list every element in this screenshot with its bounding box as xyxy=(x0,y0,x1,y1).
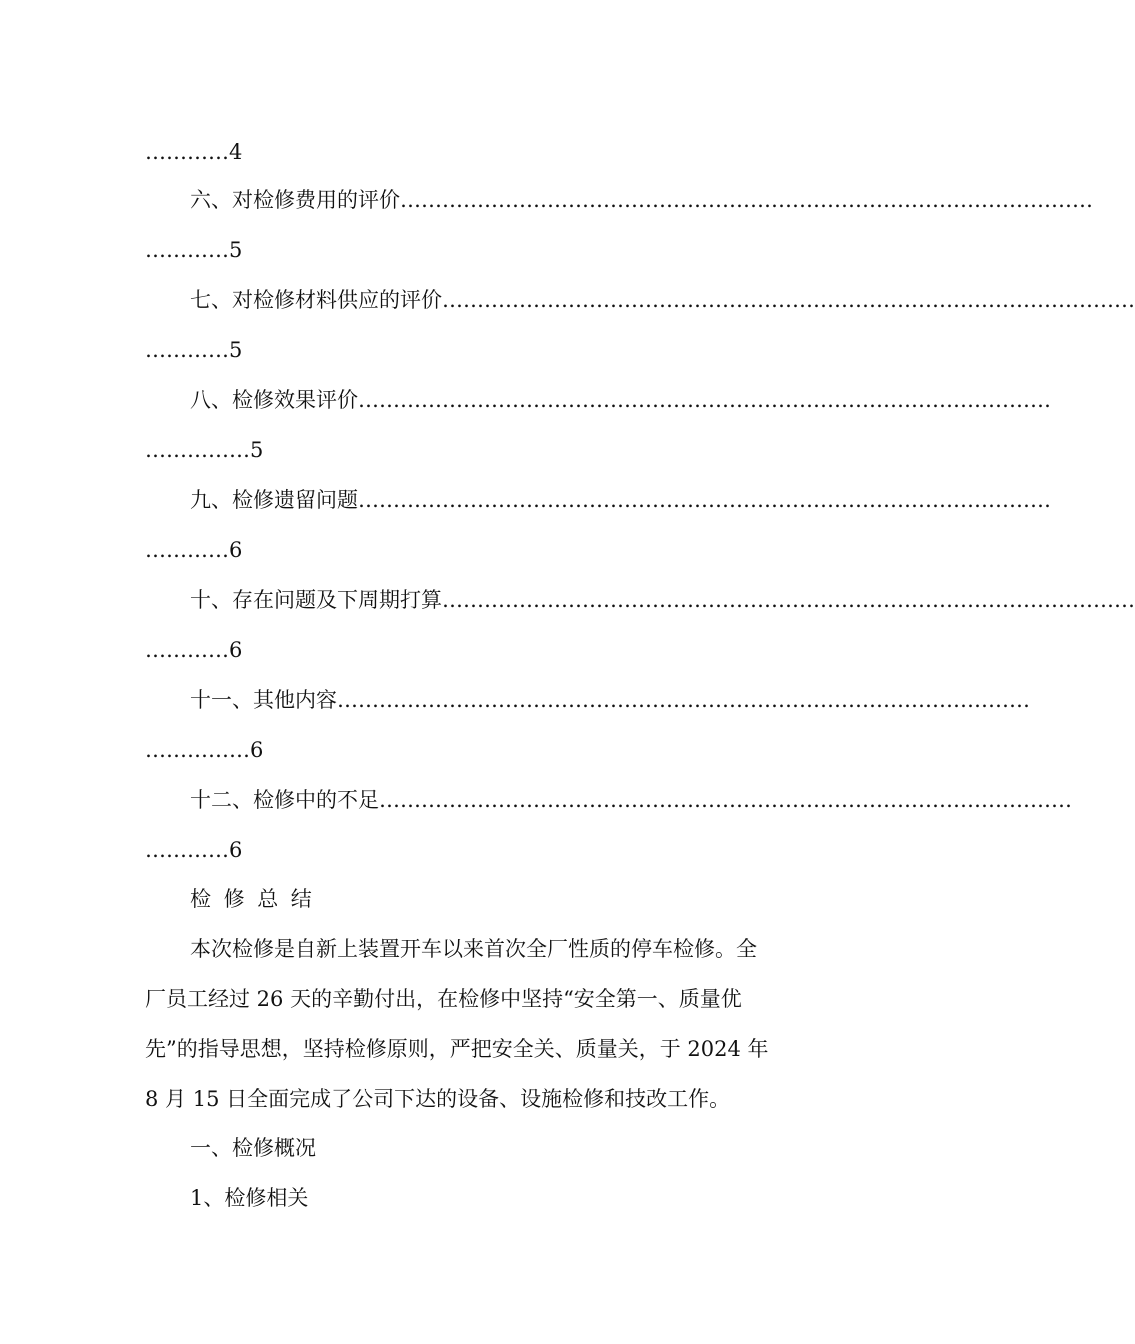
toc-page-number: 6 xyxy=(229,638,243,662)
toc-entry-12[interactable] xyxy=(190,785,1072,815)
toc-page-number: 5 xyxy=(250,438,264,462)
toc-entry-7[interactable] xyxy=(190,285,1135,315)
toc-continuation-line xyxy=(145,435,805,465)
toc-leader: ……………………………………………………………………………………… xyxy=(442,588,1135,612)
toc-leader: ………… xyxy=(145,140,229,164)
toc-entry-6[interactable] xyxy=(190,185,1093,215)
toc-entry-title: 十二、检修中的不足 xyxy=(190,788,379,812)
toc-page-number: 6 xyxy=(250,738,264,762)
toc-entry-title: 十一、其他内容 xyxy=(190,688,337,712)
toc-leader: …………… xyxy=(145,738,250,762)
toc-entry-11[interactable] xyxy=(190,685,1030,715)
toc-entry-title: 八、检修效果评价 xyxy=(190,388,358,412)
toc-entry-title: 七、对检修材料供应的评价 xyxy=(190,288,442,312)
summary-paragraph-line: 厂员工经过 26 天的辛勤付出，在检修中坚持“安全第一、质量优 xyxy=(145,987,742,1011)
section-title: 一、检修概况 xyxy=(190,1136,316,1160)
toc-entry-title: 十、存在问题及下周期打算 xyxy=(190,588,442,612)
toc-leader: ……………………………………………………………………………………… xyxy=(442,288,1135,312)
toc-entry-9[interactable] xyxy=(190,485,1051,515)
toc-continuation-line xyxy=(145,235,805,265)
toc-continuation-line xyxy=(145,137,805,167)
toc-leader: ………… xyxy=(145,538,229,562)
summary-heading: 检修总结 xyxy=(190,887,325,911)
toc-leader: ……………………………………………………………………………………… xyxy=(337,688,1030,712)
toc-entry-title: 九、检修遗留问题 xyxy=(190,488,358,512)
toc-continuation-line xyxy=(145,535,805,565)
toc-page-number: 4 xyxy=(229,140,243,164)
toc-page-number: 5 xyxy=(229,238,243,262)
toc-leader: ……………………………………………………………………………………… xyxy=(379,788,1072,812)
summary-paragraph-line: 8 月 15 日全面完成了公司下达的设备、设施检修和技改工作。 xyxy=(145,1087,731,1111)
toc-entry-title: 六、对检修费用的评价 xyxy=(190,188,400,212)
toc-page-number: 5 xyxy=(229,338,243,362)
toc-page-number: 6 xyxy=(229,838,243,862)
toc-leader: ……………………………………………………………………………………… xyxy=(358,388,1051,412)
toc-leader: ………… xyxy=(145,238,229,262)
summary-paragraph-line: 先”的指导思想，坚持检修原则，严把安全关、质量关，于 2024 年 xyxy=(145,1037,769,1061)
toc-continuation-line xyxy=(145,835,805,865)
toc-entry-8[interactable] xyxy=(190,385,1051,415)
toc-leader: ………… xyxy=(145,638,229,662)
toc-leader: …………… xyxy=(145,438,250,462)
toc-leader: ……………………………………………………………………………………… xyxy=(358,488,1051,512)
toc-continuation-line xyxy=(145,635,805,665)
summary-paragraph-line: 本次检修是自新上装置开车以来首次全厂性质的停车检修。全 xyxy=(190,937,757,961)
toc-page-number: 6 xyxy=(229,538,243,562)
toc-continuation-line xyxy=(145,735,805,765)
subsection-title: 1、检修相关 xyxy=(190,1186,309,1210)
toc-entry-10[interactable] xyxy=(190,585,1135,615)
toc-leader: ………… xyxy=(145,838,229,862)
toc-leader: ………… xyxy=(145,338,229,362)
toc-leader: ……………………………………………………………………………………… xyxy=(400,188,1093,212)
toc-continuation-line xyxy=(145,335,805,365)
